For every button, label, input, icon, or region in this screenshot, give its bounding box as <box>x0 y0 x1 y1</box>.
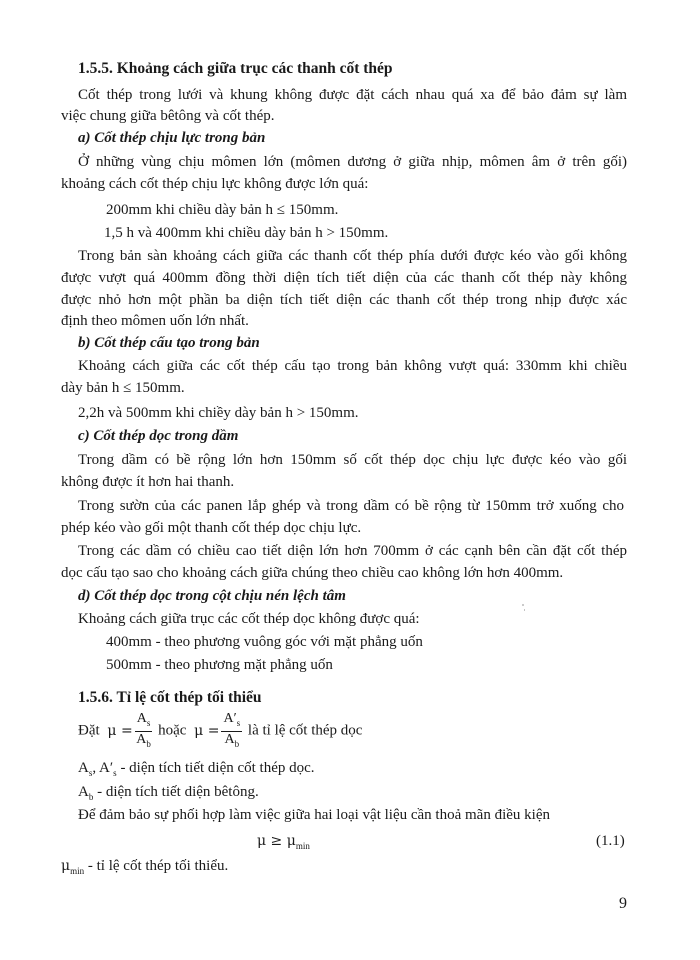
paragraph-line: Khoảng cách giữa các cốt thép cấu tạo trong bản không vượt quá: 330mm khi chiều <box>78 358 627 374</box>
subscript: s <box>88 768 93 778</box>
equation-lhs: μ ≥ μ <box>257 833 296 849</box>
subsection-title-b: b) Cốt thép cấu tạo trong bản <box>78 335 260 351</box>
equation-number: (1.1) <box>596 833 625 849</box>
section-heading-1-5-5: 1.5.5. Khoảng cách giữa trục các thanh cốt thép <box>78 60 393 77</box>
scan-speck <box>522 604 524 606</box>
subscript: s <box>113 768 117 778</box>
subscript: s <box>146 717 151 728</box>
symbol-a: A <box>78 784 89 800</box>
conjunction-or: hoặc <box>158 722 187 739</box>
paragraph-line: 2,2h và 500mm khi chiềy dày bản h > 150mm. <box>78 405 359 421</box>
subscript: b <box>234 738 240 749</box>
mu-symbol: μ <box>61 858 71 874</box>
fraction-as-ab <box>135 711 153 752</box>
section-heading-1-5-6: 1.5.6. Tỉ lệ cốt thép tối thiểu <box>78 689 262 706</box>
paragraph-line: định theo mômen uốn lớn nhất. <box>61 313 249 329</box>
paragraph-line: Để đảm bảo sự phối hợp làm việc giữa hai loại vật liệu cần thoả mãn điều kiện <box>78 807 550 823</box>
subsection-title-a: a) Cốt thép chịu lực trong bản <box>78 130 266 146</box>
equation <box>257 832 310 855</box>
symbol-a-prime: A′ <box>99 760 114 776</box>
fraction-as-prime-ab <box>221 711 242 752</box>
subscript: b <box>146 738 151 749</box>
definition-text: - tỉ lệ cốt thép tối thiểu. <box>84 858 229 874</box>
subsection-title-d: d) Cốt thép dọc trong cột chịu nén lệch tâm <box>78 588 346 604</box>
subscript: min <box>295 841 310 851</box>
paragraph-line: việc chung giữa bêtông và cốt thép. <box>61 108 275 124</box>
as-definition <box>78 759 315 782</box>
subscript: b <box>88 792 94 802</box>
paragraph-line: phép kéo vào gối một thanh cốt thép dọc chịu lực. <box>61 520 362 536</box>
paragraph-line: Trong dầm có bề rộng lớn hơn 150mm số cốt thép dọc chịu lực được kéo vào gối <box>78 452 627 468</box>
mu-definition <box>78 711 362 749</box>
list-item: 200mm khi chiều dày bản h ≤ 150mm. <box>106 202 339 218</box>
paragraph-line: Trong bản sàn khoảng cách giữa các thanh cốt thép phía dưới được kéo vào gối không <box>78 248 627 264</box>
numerator: A′ <box>223 711 237 726</box>
numerator: A <box>136 711 147 726</box>
subscript: s <box>236 717 241 728</box>
paragraph-line: dày bản h ≤ 150mm. <box>61 380 185 396</box>
paragraph-line: khoảng cách cốt thép chịu lực không được lớn quá: <box>61 176 369 192</box>
scan-speck <box>524 609 525 611</box>
paragraph-line: Trong sườn của các panen lắp ghép và trong dầm có bề rộng từ 150mm trở xuống cho <box>78 498 624 514</box>
ab-definition <box>78 783 259 806</box>
subscript: min <box>70 866 85 876</box>
definition-lead: Đặt <box>78 722 100 739</box>
denominator: A <box>224 731 235 747</box>
paragraph-line: Cốt thép trong lưới và khung không được đặt cách nhau quá xa để bảo đảm sự làm <box>78 87 627 103</box>
definition-text: - diện tích tiết diện cốt thép dọc. <box>116 760 315 776</box>
denominator: A <box>136 731 147 747</box>
paragraph-line: được vượt quá 400mm đồng thời diện tích tiết diện của các thanh cốt thép này không <box>61 270 627 286</box>
symbol-a: A <box>78 760 89 776</box>
subsection-title-c: c) Cốt thép dọc trong dầm <box>78 428 239 444</box>
list-item: 400mm - theo phương vuông góc với mặt phẳng uốn <box>106 634 423 650</box>
list-item: 500mm - theo phương mặt phẳng uốn <box>106 657 333 673</box>
paragraph-line: được nhỏ hơn một phần ba diện tích tiết diện các thanh cốt thép trong nhịp được xác <box>61 292 627 308</box>
page-number: 9 <box>619 895 627 912</box>
definition-text: - diện tích tiết diện bêtông. <box>93 784 259 800</box>
mu-symbol: μ = <box>107 722 133 739</box>
paragraph-line: dọc cấu tạo sao cho khoảng cách giữa chúng theo chiều cao không lớn hơn 400mm. <box>61 565 564 581</box>
mu-symbol: μ = <box>194 722 220 739</box>
paragraph-line: Khoảng cách giữa trục các cốt thép dọc không được quá: <box>78 611 420 627</box>
paragraph-line: Ở những vùng chịu mômen lớn (mômen dương ở giữa nhịp, mômen âm ở trên gối) <box>78 154 627 170</box>
paragraph-line: không được ít hơn hai thanh. <box>61 474 235 490</box>
mu-min-definition <box>61 857 228 880</box>
separator: , <box>92 760 100 776</box>
list-item: 1,5 h và 400mm khi chiều dày bản h > 150mm. <box>104 225 389 241</box>
paragraph-line: Trong các dầm có chiều cao tiết diện lớn hơn 700mm ở các cạnh bên cần đặt cốt thép <box>78 543 627 559</box>
definition-tail: là tỉ lệ cốt thép dọc <box>247 722 363 739</box>
